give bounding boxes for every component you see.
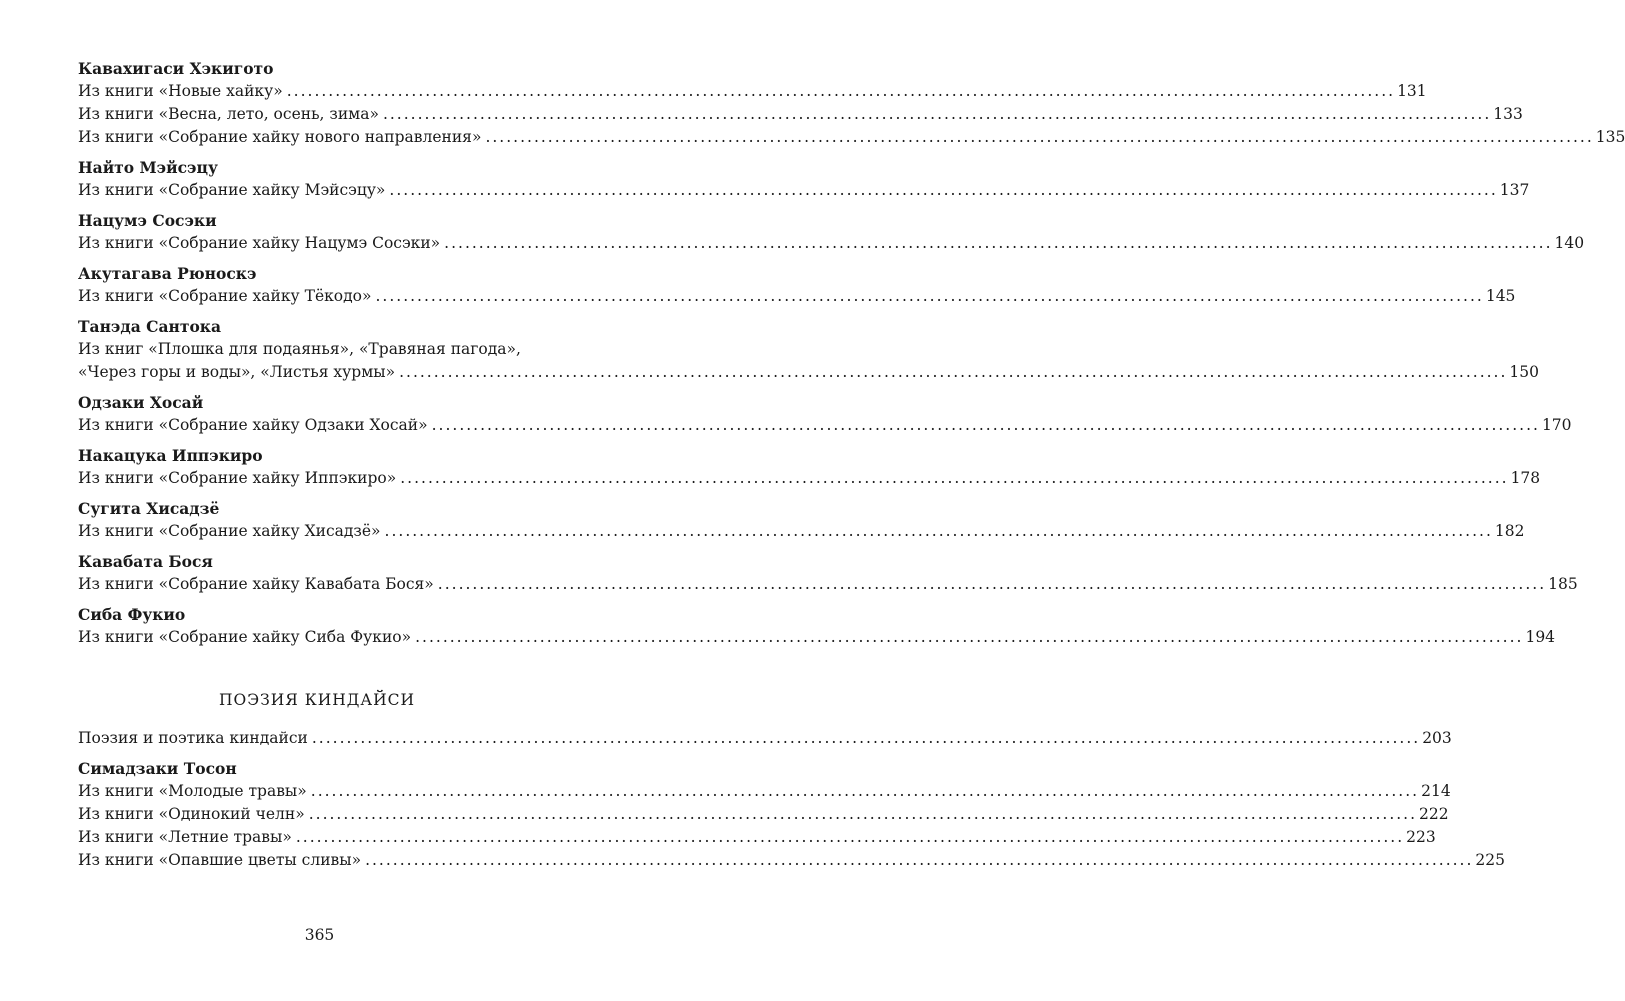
author-heading: Найто Мэйсэцу [78,158,218,177]
dot-leader [399,361,1507,384]
author-heading: Сугита Хисадзё [78,499,220,518]
entry-page: 223 [1406,828,1436,846]
entry-page: 222 [1419,805,1449,823]
dot-leader [438,573,1546,596]
entry-page: 150 [1509,363,1540,381]
dot-leader [385,520,1493,543]
toc-entry[interactable] [78,849,1505,872]
entry-title: Из книги «Собрание хайку Кавабата Бося» [78,575,434,593]
entry-page: 140 [1554,234,1585,252]
entry-title: Из книги «Собрание хайку Сиба Фукио» [78,628,412,646]
entry-page: 203 [1422,729,1452,747]
section-heading: ПОЭЗИЯ КИНДАЙСИ [219,691,415,709]
entry-title: Из книги «Собрание хайку Хисадзё» [78,522,381,540]
dot-leader [415,626,1523,649]
entry-page: 135 [1595,128,1625,146]
table-of-contents [78,58,1625,872]
entry-page: 178 [1510,469,1541,487]
entry-title: Из книги «Собрание хайку Одзаки Хосай» [78,416,428,434]
author-heading: Акутагава Рюноскэ [78,264,257,283]
author-heading: Кавабата Бося [78,552,213,571]
author-heading: Кавахигаси Хэкигото [78,59,274,78]
entry-page: 131 [1397,82,1427,100]
entry-title: Из книги «Молодые травы» [78,782,307,800]
entry-page: 133 [1493,105,1523,123]
toc-entry[interactable] [78,80,1427,103]
entry-page: 214 [1421,782,1451,800]
author-heading: Танэда Сантока [78,317,222,336]
toc-entry[interactable] [78,520,1525,543]
toc-entry[interactable] [78,285,1516,308]
author-heading: Сиба Фукио [78,605,186,624]
entry-title: Из книги «Одинокий челн» [78,805,305,823]
entry-title: Поэзия и поэтика киндайси [78,729,308,747]
toc-entry[interactable] [78,179,1530,202]
toc-entry[interactable] [78,232,1585,255]
entry-page: 145 [1485,287,1516,305]
entry-page: 170 [1541,416,1572,434]
toc-entry[interactable] [78,727,1452,750]
entry-title: Из книги «Новые хайку» [78,82,283,100]
toc-entry[interactable] [78,803,1449,826]
dot-leader [444,232,1552,255]
dot-leader [485,126,1593,149]
dot-leader [400,467,1508,490]
page-number: 365 [304,926,335,944]
entry-title-line: Из книг «Плошка для подаянья», «Травяная пагода», [78,340,521,358]
entry-title: Из книги «Собрание хайку Нацумэ Сосэки» [78,234,441,252]
toc-entry[interactable] [78,467,1541,490]
entry-title: Из книги «Летние травы» [78,828,292,846]
dot-leader [432,414,1540,437]
author-heading: Нацумэ Сосэки [78,211,217,230]
dot-leader [309,803,1417,826]
entry-page: 182 [1494,522,1525,540]
entry-title: «Через горы и воды», «Листья хурмы» [78,363,396,381]
entry-page: 185 [1548,575,1578,593]
dot-leader [312,727,1420,750]
dot-leader [383,103,1491,126]
toc-entry[interactable] [78,573,1578,596]
toc-entry[interactable] [78,103,1523,126]
dot-leader [287,80,1395,103]
toc-entry[interactable] [78,126,1625,149]
dot-leader [311,780,1419,803]
toc-entry[interactable] [78,414,1572,437]
entry-title: Из книги «Опавшие цветы сливы» [78,851,362,869]
entry-title: Из книги «Собрание хайку нового направления» [78,128,482,146]
toc-entry[interactable] [78,780,1451,803]
entry-page: 137 [1499,181,1530,199]
entry-title: Из книги «Весна, лето, осень, зима» [78,105,379,123]
entry-title: Из книги «Собрание хайку Тёкодо» [78,287,372,305]
dot-leader [389,179,1497,202]
entry-title: Из книги «Собрание хайку Мэйсэцу» [78,181,386,199]
dot-leader [376,285,1484,308]
dot-leader [365,849,1473,872]
entry-page: 225 [1475,851,1505,869]
author-heading: Симадзаки Тосон [78,759,237,778]
entry-page: 194 [1525,628,1556,646]
toc-entry[interactable] [78,826,1436,849]
dot-leader [296,826,1404,849]
author-heading: Накацука Иппэкиро [78,446,263,465]
entry-title: Из книги «Собрание хайку Иппэкиро» [78,469,397,487]
toc-entry[interactable] [78,626,1556,649]
author-heading: Одзаки Хосай [78,393,204,412]
toc-entry[interactable] [78,361,1540,384]
